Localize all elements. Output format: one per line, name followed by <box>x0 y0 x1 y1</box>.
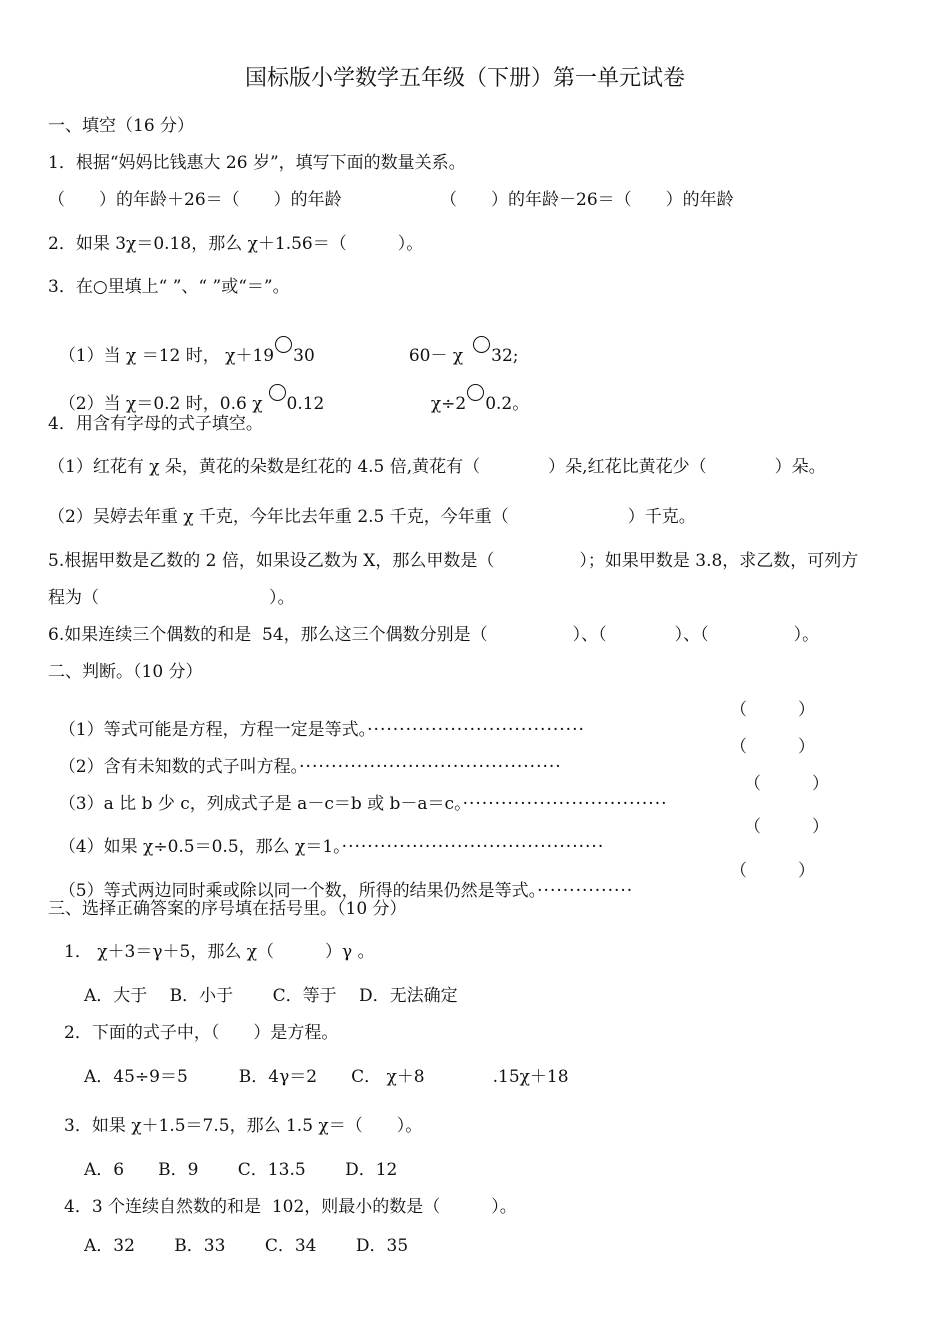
question-3-part-2-left <box>48 372 324 414</box>
leader-dots: ··············· <box>537 881 634 901</box>
choice-question-1: 1． χ＋3＝γ＋5，那么 χ（ ）γ 。 <box>64 942 375 962</box>
question-3-part-2-right <box>420 372 529 414</box>
leader-dots: ································ <box>462 794 668 814</box>
leader-dots: ·································· <box>367 720 585 740</box>
judge-item <box>48 774 668 814</box>
question-1-relation-a: （ ）的年龄＋26＝（ ）的年龄 <box>48 190 342 210</box>
judge-answer-paren[interactable]: （ ） <box>744 817 829 837</box>
choice-options-1: A．大于 B．小于 C．等于 D．无法确定 <box>84 986 458 1006</box>
expression-value: 0.12 <box>286 394 325 414</box>
question-4-part-1: （1）红花有 χ 朵，黄花的朵数是红花的 4.5 倍,黄花有（ ）朵,红花比黄花少（ ）朵。 <box>48 457 826 477</box>
question-6: 6.如果连续三个偶数的和是 54，那么这三个偶数分别是（ ）、（ ）、（ ）。 <box>48 625 820 645</box>
judge-statement: （1）等式可能是方程，方程一定是等式。 <box>58 720 368 740</box>
question-5-line-1: 5.根据甲数是乙数的 2 倍，如果设乙数为 X，那么甲数是（ ）；如果甲数是 3.8，求乙数，可列方 <box>48 551 859 571</box>
judge-answer-paren[interactable]: （ ） <box>730 700 815 720</box>
question-1-relation-b: （ ）的年龄－26＝（ ）的年龄 <box>440 190 734 210</box>
leader-dots: ········································· <box>341 837 605 857</box>
compare-circle-icon[interactable] <box>269 384 286 401</box>
section-heading-multiple-choice: 三、选择正确答案的序号填在括号里。（10 分） <box>48 899 407 919</box>
expression: （2）当 χ＝0.2 时，0.6 χ <box>58 394 263 414</box>
expression-value: 30 <box>293 346 315 366</box>
section-heading-fill-blank: 一、填空（16 分） <box>48 116 195 136</box>
question-3-part-1-right <box>398 324 519 366</box>
question-4-prompt: 4．用含有字母的式子填空。 <box>48 414 263 434</box>
question-5-line-2: 程为（ ）。 <box>48 588 295 608</box>
expression-value: 32; <box>491 346 519 366</box>
judge-statement: （4）如果 χ÷0.5＝0.5，那么 χ＝1。 <box>58 837 342 857</box>
expression-value: 0.2。 <box>485 394 530 414</box>
choice-options-2: A．45÷9＝5 B．4γ＝2 C． χ＋8 .15χ＋18 <box>84 1067 569 1087</box>
judge-statement: （5）等式两边同时乘或除以同一个数，所得的结果仍然是等式。 <box>58 881 538 901</box>
expression: χ÷2 <box>430 394 467 414</box>
choice-options-4: A．32 B．33 C．34 D．35 <box>84 1236 409 1256</box>
expression: （1）当 χ ＝12 时， χ＋19 <box>58 346 275 366</box>
judge-item <box>48 817 604 857</box>
judge-answer-paren[interactable]: （ ） <box>744 774 829 794</box>
choice-options-3: A．6 B．9 C．13.5 D．12 <box>84 1160 398 1180</box>
judge-item <box>48 737 562 777</box>
judge-item <box>48 861 633 901</box>
choice-question-2: 2．下面的式子中，（ ）是方程。 <box>64 1023 339 1043</box>
question-3-prompt: 3．在○里填上“ ”、“ ”或“＝”。 <box>48 277 290 297</box>
judge-answer-paren[interactable]: （ ） <box>730 861 815 881</box>
compare-circle-icon[interactable] <box>473 336 490 353</box>
judge-statement: （3）a 比 b 少 c，列成式子是 a－c＝b 或 b－a＝c。 <box>58 794 463 814</box>
expression: 60－ χ <box>408 346 464 366</box>
question-4-part-2: （2）吴婷去年重 χ 千克，今年比去年重 2.5 千克，今年重（ ）千克。 <box>48 507 696 527</box>
judge-item <box>48 700 585 740</box>
choice-question-3: 3．如果 χ＋1.5＝7.5，那么 1.5 χ＝（ ）。 <box>64 1116 423 1136</box>
section-heading-true-false: 二、判断。（10 分） <box>48 662 203 682</box>
question-3-part-1-left <box>48 324 315 366</box>
page-title: 国标版小学数学五年级（下册）第一单元试卷 <box>245 66 686 91</box>
compare-circle-icon[interactable] <box>467 384 484 401</box>
question-2: 2．如果 3χ＝0.18，那么 χ＋1.56＝（ ）。 <box>48 234 424 254</box>
compare-circle-icon[interactable] <box>275 336 292 353</box>
question-1-prompt: 1．根据“妈妈比钱惠大 26 岁”，填写下面的数量关系。 <box>48 153 466 173</box>
leader-dots: ········································· <box>299 757 562 777</box>
judge-statement: （2）含有未知数的式子叫方程。 <box>58 757 300 777</box>
choice-question-4: 4．3 个连续自然数的和是 102，则最小的数是（ ）。 <box>64 1197 517 1217</box>
judge-answer-paren[interactable]: （ ） <box>730 737 815 757</box>
